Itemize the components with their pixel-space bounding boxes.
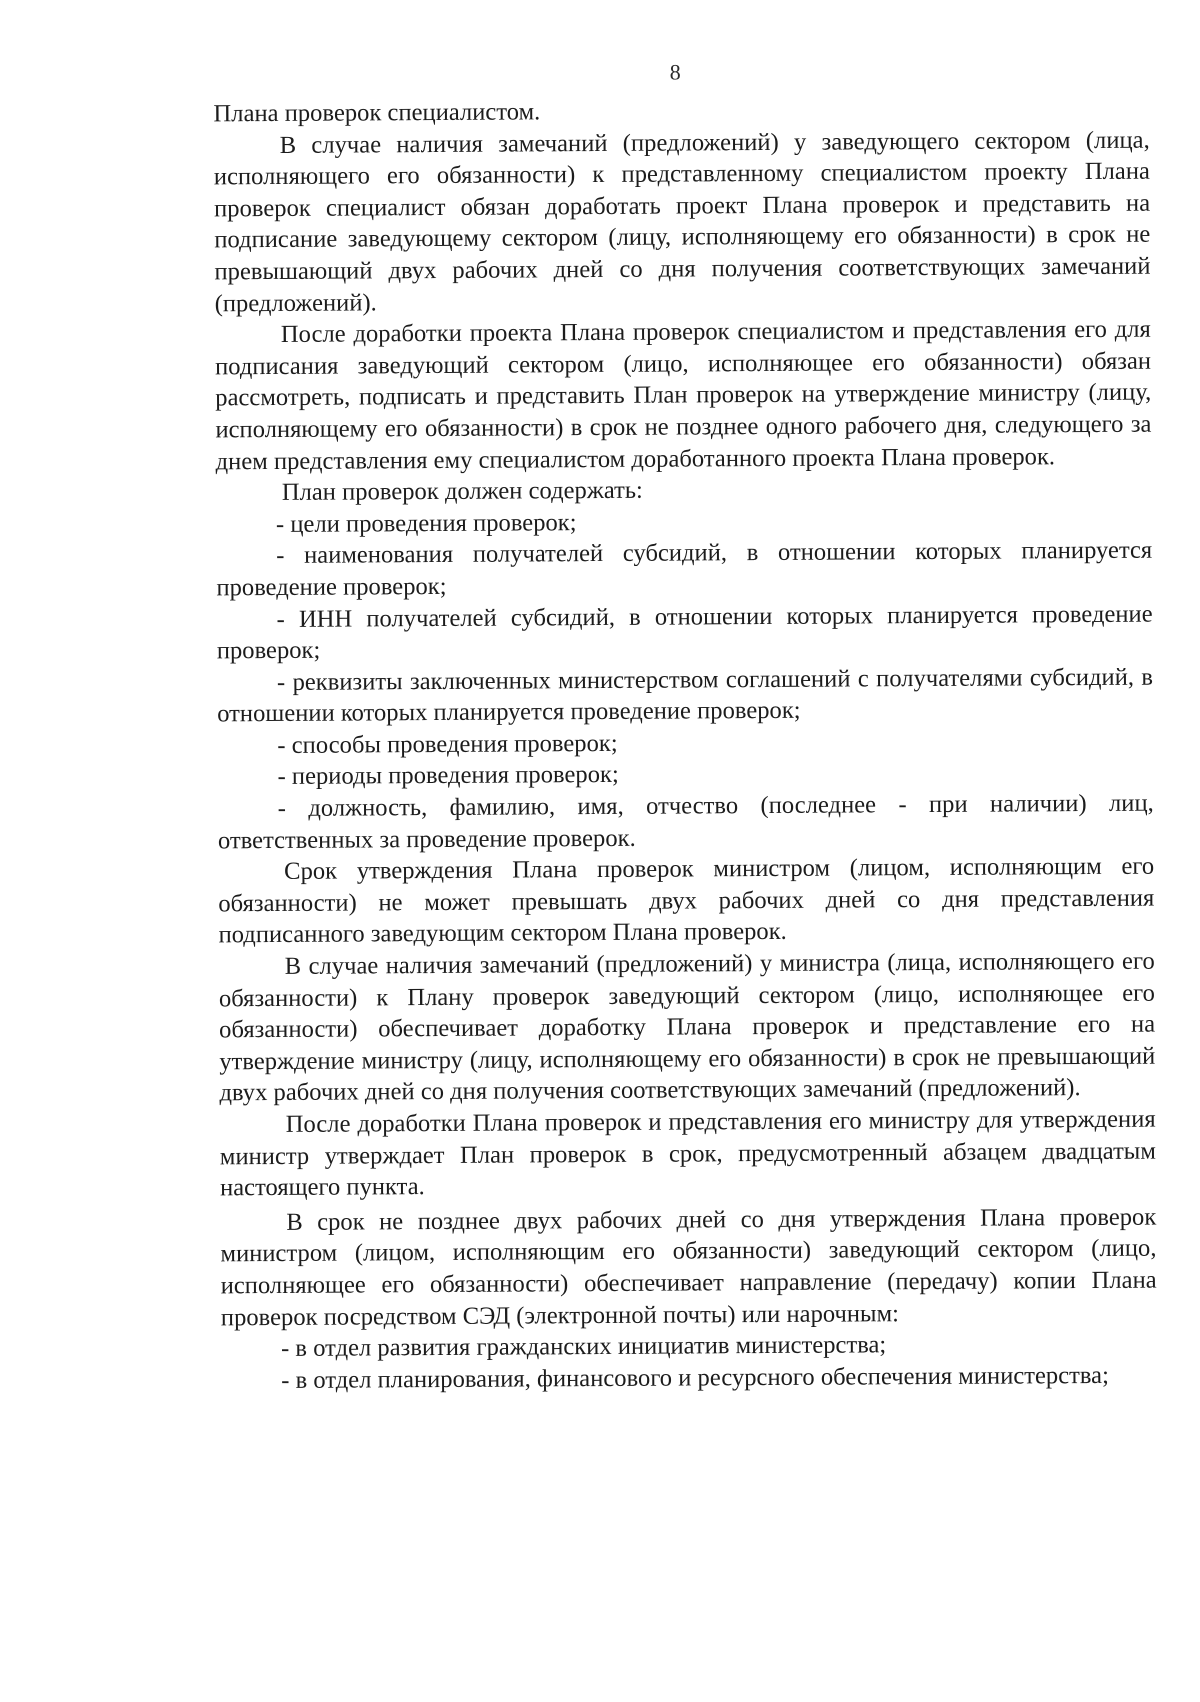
page-number: 8 [669,59,681,85]
paragraph: После доработки проекта Плана проверок специалистом и представления его для подписания заведующий сектором (лицо, исполняющее его обязанности) обязан рассмотреть, подписать и представить План проверок на утверждение министру (лицу, исполняющему его обязанности) в срок не позднее одного рабочего дня, следующего за днем представления ему специалистом доработанного проекта Плана проверок. [214,315,1152,475]
list-item: - ИНН получателей субсидий, в отношении которых планируется проведение проверок; [216,600,1153,665]
list-item: - периоды проведения проверок; [277,761,619,791]
list-item: - способы проведения проверок; [277,729,618,759]
paragraph: В срок не позднее двух рабочих дней со дня утверждения Плана проверок министром (лицом, исполняющим его обязанности) заведующий сектором (лицо, исполняющее его обязанности) обеспечивает направление (передачу) копии Плана проверок посредством СЭД (электронной почты) или нарочным: [220,1203,1157,1331]
list-item: - реквизиты заключенных министерством соглашений с получателями субсидий, в отношении которых планируется проведение проверок; [217,663,1154,728]
paragraph: План проверок должен содержать: [281,476,643,507]
list-item: - должность, фамилию, имя, отчество (последнее - при наличии) лиц, ответственных за проведение проверок. [217,789,1154,854]
list-item: - цели проведения проверок; [275,508,577,538]
list-item: - наименования получателей субсидий, в отношении которых планируется проведение проверок; [216,536,1153,602]
paragraph: В случае наличия замечаний (предложений) у заведующего сектором (лица, исполняющего его обязанности) к представленному специалистом проекту Плана проверок специалист обязан доработать проект Плана проверок и представить на подписание заведующему сектором (лицу, исполняющему его обязанности) в срок не превышающий двух рабочих дней со дня получения соответствующих замечаний (предложений). [213,126,1151,317]
paragraph: После доработки Плана проверок и представления его министру для утверждения министр утверждает План проверок в срок, предусмотренный абзацем двадцатым настоящего пункта. [219,1105,1156,1202]
paragraph: Срок утверждения Плана проверок министром (лицом, исполняющим его обязанности) не может превышать двух рабочих дней со дня представления подписанного заведующим сектором Плана проверок. [218,852,1155,949]
paragraph: Плана проверок специалистом. [213,98,541,128]
document-body [213,93,1157,1397]
list-item: - в отдел планирования, финансового и ресурсного обеспечения министерства; [281,1361,1109,1394]
list-item: - в отдел развития гражданских инициатив министерства; [280,1331,887,1363]
paragraph: В случае наличия замечаний (предложений) у министра (лица, исполняющего его обязанности) к Плану проверок заведующий сектором (лицо, исполняющее его обязанности) обеспечивает доработку Плана проверок и представление его на утверждение министру (лицу, исполняющему его обязанности) в срок не превышающий двух рабочих дней со дня получения соответствующих замечаний (предложений). [218,947,1156,1107]
